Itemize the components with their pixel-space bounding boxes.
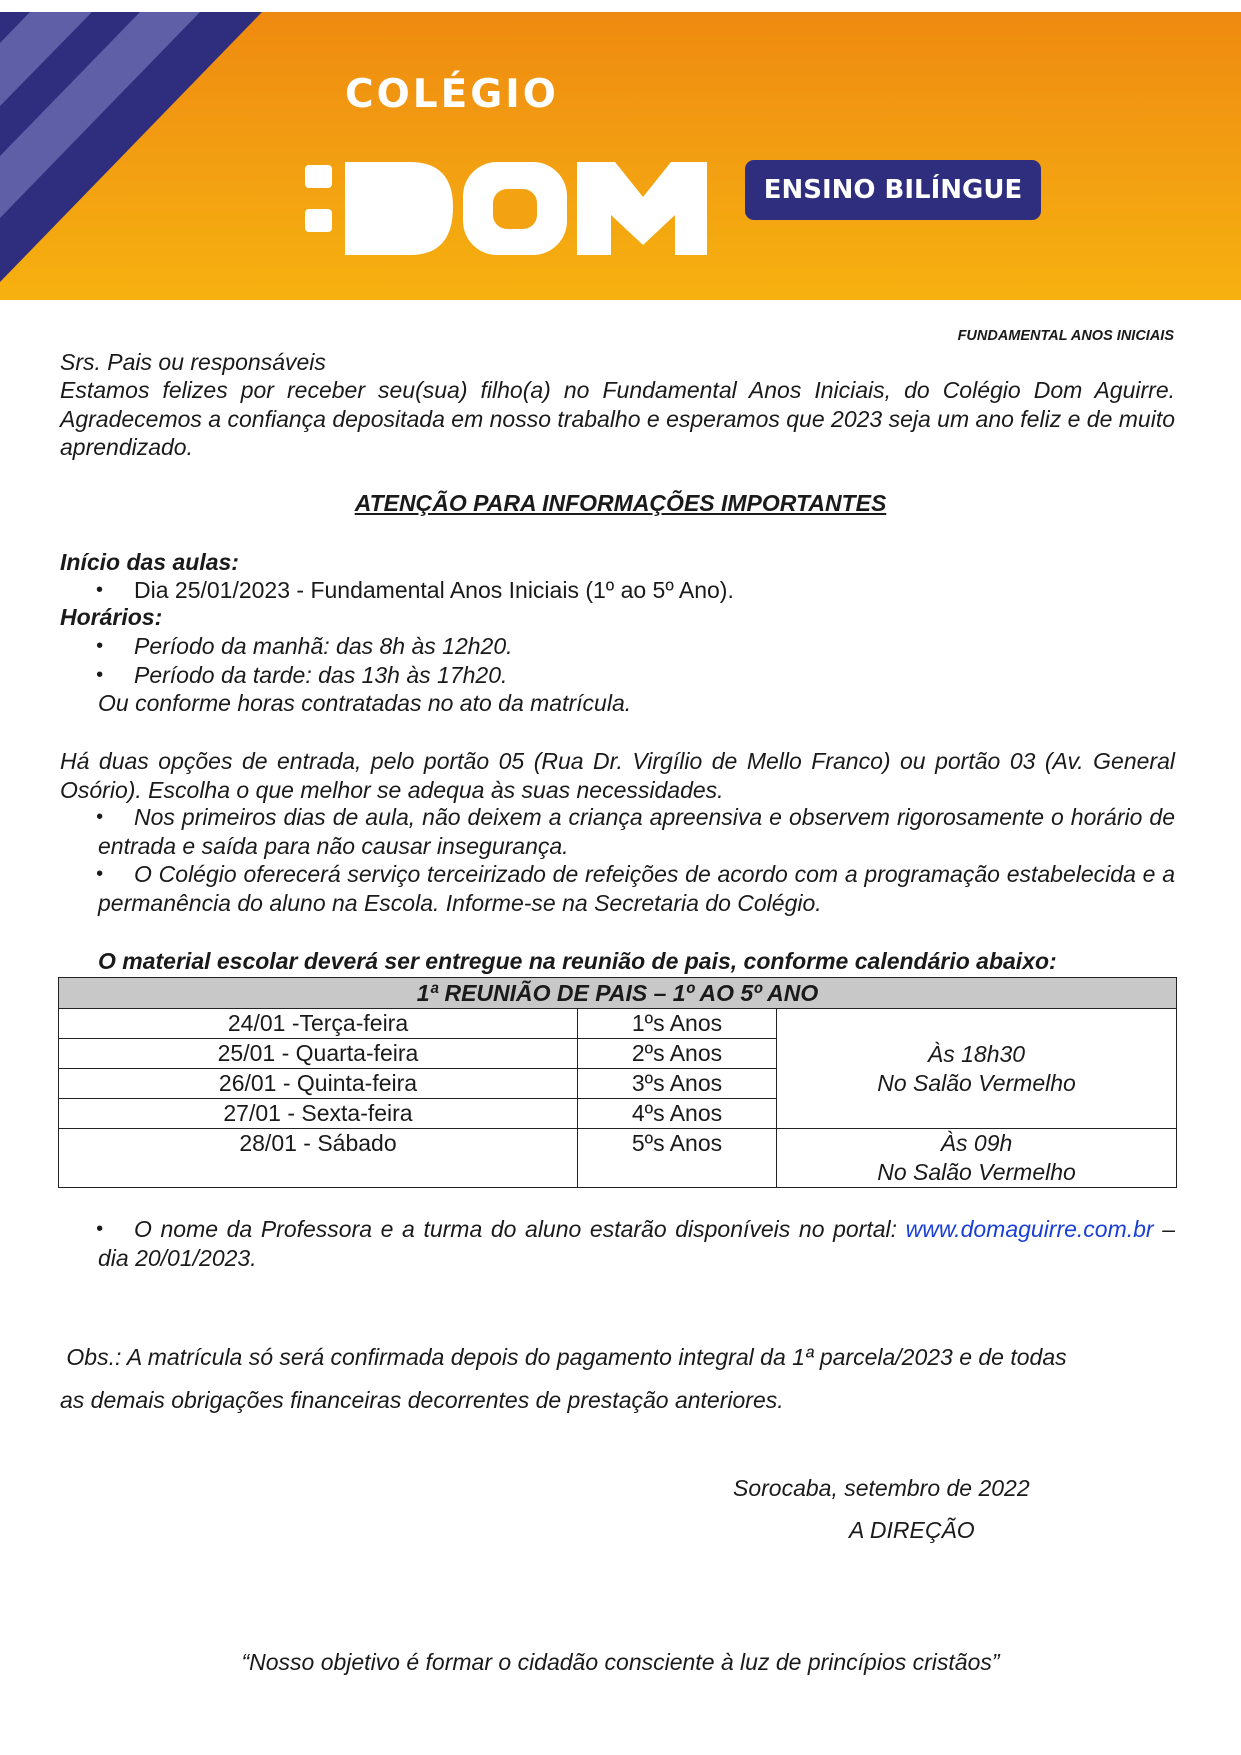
table-header-row — [59, 978, 1177, 1009]
schedule-label: Horários: — [60, 604, 163, 630]
bilingual-badge: ENSINO BILÍNGUE — [745, 160, 1041, 220]
portal-text: O nome da Professora e a turma do aluno estarão disponíveis no portal: — [134, 1216, 898, 1242]
intro-paragraph: Estamos felizes por receber seu(sua) filho(a) no Fundamental Anos Iniciais, do Colégio Dom Aguirre. Agradecemos a confiança depositada em nosso trabalho e esperamos que 2023 seja um ano feliz e de muito aprendizado. — [60, 377, 1175, 460]
info-bullet: • Nos primeiros dias de aula, não deixem a criança apreensiva e observem rigorosamente o horário de entrada e saída para não causar insegurança. — [96, 804, 1175, 859]
meeting-time: Às 18h30 — [927, 1040, 1026, 1067]
bullet-icon: • — [96, 1218, 104, 1240]
table-title: 1ª REUNIÃO DE PAIS – 1º AO 5º ANO — [59, 978, 1177, 1009]
signature-place-date: Sorocaba, setembro de 2022 — [733, 1475, 1030, 1501]
dom-logo — [305, 137, 710, 257]
logo-college-label: COLÉGIO — [345, 72, 559, 117]
info-bullet: • O Colégio oferecerá serviço terceirizado de refeições de acordo com a programação estabelecida e a permanência do aluno na Escola. Informe-se na Secretaria do Colégio. — [96, 861, 1175, 916]
meeting-place: No Salão Vermelho — [877, 1159, 1076, 1185]
signature-signer: A DIREÇÃO — [849, 1517, 975, 1543]
meeting-time: Às 09h — [940, 1130, 1013, 1156]
meeting-time-place — [777, 1129, 1177, 1188]
obs-line-1: Obs.: A matrícula só será confirmada depois do pagamento integral da 1ª parcela/2023 e de todas — [60, 1344, 1067, 1370]
schedule-item: • Período da tarde: das 13h às 17h20. — [96, 662, 508, 688]
entrance-paragraph: Há duas opções de entrada, pelo portão 05 (Rua Dr. Virgílio de Mello Franco) ou portão 03 (Av. General Osório). Escolha o que melhor se adequa às suas necessidades. — [60, 748, 1175, 803]
bullet-icon: • — [96, 863, 104, 885]
meeting-grade: 1ºs Anos — [578, 1009, 777, 1039]
meeting-grade: 2ºs Anos — [578, 1039, 777, 1069]
meeting-date: 27/01 - Sexta-feira — [59, 1099, 578, 1129]
footer-quote: “Nosso objetivo é formar o cidadão consciente à luz de princípios cristãos” — [241, 1649, 1000, 1675]
greeting: Srs. Pais ou responsáveis — [60, 349, 326, 375]
bullet-icon: • — [96, 664, 104, 686]
segment-label: FUNDAMENTAL ANOS INICIAIS — [957, 328, 1174, 344]
portal-bullet — [98, 1215, 1175, 1272]
meeting-schedule-table — [58, 977, 1177, 1188]
important-heading: ATENÇÃO PARA INFORMAÇÕES IMPORTANTES — [354, 490, 887, 516]
obs-line-2: as demais obrigações financeiras decorrentes de prestação anteriores. — [60, 1387, 784, 1413]
portal-link[interactable]: www.domaguirre.com.br — [905, 1216, 1154, 1242]
table-row — [59, 1009, 1177, 1039]
schedule-note: Ou conforme horas contratadas no ato da matrícula. — [98, 690, 632, 716]
header-banner — [0, 12, 1241, 300]
material-title: O material escolar deverá ser entregue na reunião de pais, conforme calendário abaixo: — [98, 948, 1057, 974]
start-item: • Dia 25/01/2023 - Fundamental Anos Iniciais (1º ao 5º Ano). — [96, 577, 734, 603]
meeting-date: 24/01 -Terça-feira — [59, 1009, 578, 1039]
meeting-date: 26/01 - Quinta-feira — [59, 1069, 578, 1099]
meeting-grade: 4ºs Anos — [578, 1099, 777, 1129]
meeting-grade: 3ºs Anos — [578, 1069, 777, 1099]
meeting-place: No Salão Vermelho — [877, 1069, 1076, 1096]
diagonal-stripes-graphic — [0, 12, 270, 300]
bullet-icon: • — [96, 579, 104, 601]
start-label: Início das aulas: — [60, 549, 239, 575]
meeting-date: 28/01 - Sábado — [59, 1129, 578, 1188]
meeting-date: 25/01 - Quarta-feira — [59, 1039, 578, 1069]
meeting-grade: 5ºs Anos — [578, 1129, 777, 1188]
portal-date: – dia 20/01/2023. — [98, 1216, 1175, 1271]
meeting-time-place — [777, 1009, 1177, 1129]
bullet-icon: • — [96, 635, 104, 657]
schedule-item: • Período da manhã: das 8h às 12h20. — [96, 633, 513, 659]
bullet-icon: • — [96, 806, 104, 828]
table-row — [59, 1129, 1177, 1188]
